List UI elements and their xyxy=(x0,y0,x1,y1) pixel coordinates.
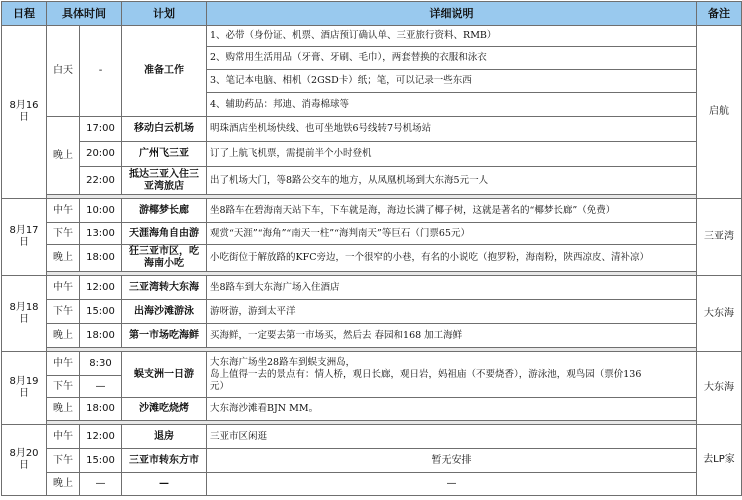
detail-cell: 游呀游，游到太平洋 xyxy=(207,300,697,324)
detail-cell: 坐8路车在碧海南天站下车，下车就是海，海边长满了椰子树，这就是著名的“椰梦长廊”（免费） xyxy=(207,199,697,223)
period-cell: 晚上 xyxy=(47,117,80,195)
time-cell: 15:00 xyxy=(80,449,122,473)
date-cell-aug18: 8月18日 xyxy=(2,276,47,352)
table-row xyxy=(2,425,742,449)
table-row xyxy=(2,245,742,272)
detail-cell: 坐8路车到大东海广场入住酒店 xyxy=(207,276,697,300)
table-row xyxy=(2,324,742,348)
period-cell: 中午 xyxy=(47,352,80,376)
period-cell: 晚上 xyxy=(47,398,80,421)
plan-cell: 出海沙滩游泳 xyxy=(122,300,207,324)
detail-cell: 大东海沙滩看BJN MM。 xyxy=(207,398,697,421)
table-row xyxy=(2,223,742,245)
detail-cell: 出了机场大门，等8路公交车的地方，从凤凰机场到大东海5元一人 xyxy=(207,167,697,195)
time-cell: — xyxy=(80,376,122,398)
detail-cell: 4、辅助药品：邦迪、消毒棉球等 xyxy=(207,93,697,117)
detail-cell: 2、购常用生活用品（牙膏、牙刷、毛巾），两套替换的衣服和泳衣 xyxy=(207,47,697,70)
plan-cell: 狂三亚市区，吃海南小吃 xyxy=(122,245,207,272)
table-row xyxy=(2,449,742,473)
time-cell: 8:30 xyxy=(80,352,122,376)
detail-cell: 1、必带（身份证、机票、酒店预订确认单、三亚旅行资料、RMB） xyxy=(207,26,697,47)
table-row xyxy=(2,398,742,421)
detail-cell: 暂无安排 xyxy=(207,449,697,473)
time-cell: 18:00 xyxy=(80,324,122,348)
time-cell: 20:00 xyxy=(80,142,122,167)
table-row xyxy=(2,352,742,376)
time-cell: - xyxy=(80,26,122,117)
detail-line: 岛上值得一去的景点有：情人桥，观日长廊，观日岩，妈祖庙（不要烧香），游泳池，观鸟园（票价136 xyxy=(210,368,642,380)
table-row xyxy=(2,142,742,167)
header-notes: 备注 xyxy=(697,2,742,26)
time-cell: 18:00 xyxy=(80,245,122,272)
time-cell: 10:00 xyxy=(80,199,122,223)
plan-cell: — xyxy=(122,473,207,496)
header-details: 详细说明 xyxy=(207,2,697,26)
time-cell: — xyxy=(80,473,122,496)
period-cell: 中午 xyxy=(47,199,80,223)
note-cell: 大东海 xyxy=(697,276,742,352)
detail-cell: 观赏“天涯”“海角”“南天一柱”“海判南天”等巨石（门票65元） xyxy=(207,223,697,245)
table-row xyxy=(2,300,742,324)
plan-cell: 退房 xyxy=(122,425,207,449)
period-cell: 中午 xyxy=(47,425,80,449)
plan-cell: 广州飞三亚 xyxy=(122,142,207,167)
date-cell-aug20: 8月20日 xyxy=(2,425,47,496)
period-cell: 下午 xyxy=(47,223,80,245)
detail-line: 大东海广场坐28路车到蜈支洲岛， xyxy=(210,356,356,368)
plan-cell: 三亚市转东方市 xyxy=(122,449,207,473)
plan-cell: 天涯海角自由游 xyxy=(122,223,207,245)
table-row xyxy=(2,473,742,496)
period-cell: 白天 xyxy=(47,26,80,117)
plan-cell: 游椰梦长廊 xyxy=(122,199,207,223)
header-row xyxy=(2,2,742,26)
period-cell: 晚上 xyxy=(47,324,80,348)
plan-cell: 第一市场吃海鲜 xyxy=(122,324,207,348)
date-cell-aug16: 8月16日 xyxy=(2,26,47,199)
detail-cell: 三亚市区闲逛 xyxy=(207,425,697,449)
period-cell: 晚上 xyxy=(47,245,80,272)
plan-cell: 移动白云机场 xyxy=(122,117,207,142)
detail-cell: 3、笔记本电脑、相机（2GSD卡）纸；笔，可以记录一些东西 xyxy=(207,70,697,93)
itinerary-table xyxy=(1,1,742,496)
detail-cell: 买海鲜，一定要去第一市场买，然后去 春园和168 加工海鲜 xyxy=(207,324,697,348)
detail-line: 元） xyxy=(210,380,230,392)
table-row xyxy=(2,199,742,223)
period-cell: 晚上 xyxy=(47,473,80,496)
time-cell: 12:00 xyxy=(80,276,122,300)
header-plan: 计划 xyxy=(122,2,207,26)
note-cell: 启航 xyxy=(697,26,742,199)
period-cell: 中午 xyxy=(47,276,80,300)
detail-cell: 小吃街位于解放路的KFC旁边，一个很窄的小巷，有名的小说吃（抱罗粉，海南粉，陕西凉皮、清补凉） xyxy=(207,245,697,272)
detail-cell xyxy=(207,352,697,398)
plan-cell: 三亚湾转大东海 xyxy=(122,276,207,300)
time-cell: 15:00 xyxy=(80,300,122,324)
note-cell: 大东海 xyxy=(697,352,742,425)
time-cell: 13:00 xyxy=(80,223,122,245)
time-cell: 12:00 xyxy=(80,425,122,449)
header-time: 具体时间 xyxy=(47,2,122,26)
table-row xyxy=(2,276,742,300)
period-cell: 下午 xyxy=(47,300,80,324)
plan-cell: 抵达三亚入住三亚湾旅店 xyxy=(122,167,207,195)
plan-cell: 准备工作 xyxy=(122,26,207,117)
time-cell: 18:00 xyxy=(80,398,122,421)
table-row xyxy=(2,117,742,142)
note-cell: 三亚湾 xyxy=(697,199,742,276)
detail-cell: — xyxy=(207,473,697,496)
time-cell: 17:00 xyxy=(80,117,122,142)
period-cell: 下午 xyxy=(47,376,80,398)
detail-cell: 明珠酒店坐机场快线、也可坐地铁6号线转7号机场站 xyxy=(207,117,697,142)
period-cell: 下午 xyxy=(47,449,80,473)
plan-cell: 沙滩吃烧烤 xyxy=(122,398,207,421)
plan-cell: 蜈支洲一日游 xyxy=(122,352,207,398)
table-row xyxy=(2,167,742,195)
table-row xyxy=(2,26,742,47)
time-cell: 22:00 xyxy=(80,167,122,195)
date-cell-aug17: 8月17日 xyxy=(2,199,47,276)
detail-cell: 订了上航飞机票，需提前半个小时登机 xyxy=(207,142,697,167)
date-cell-aug19: 8月19日 xyxy=(2,352,47,425)
note-cell: 去LP家 xyxy=(697,425,742,496)
header-date: 日程 xyxy=(2,2,47,26)
